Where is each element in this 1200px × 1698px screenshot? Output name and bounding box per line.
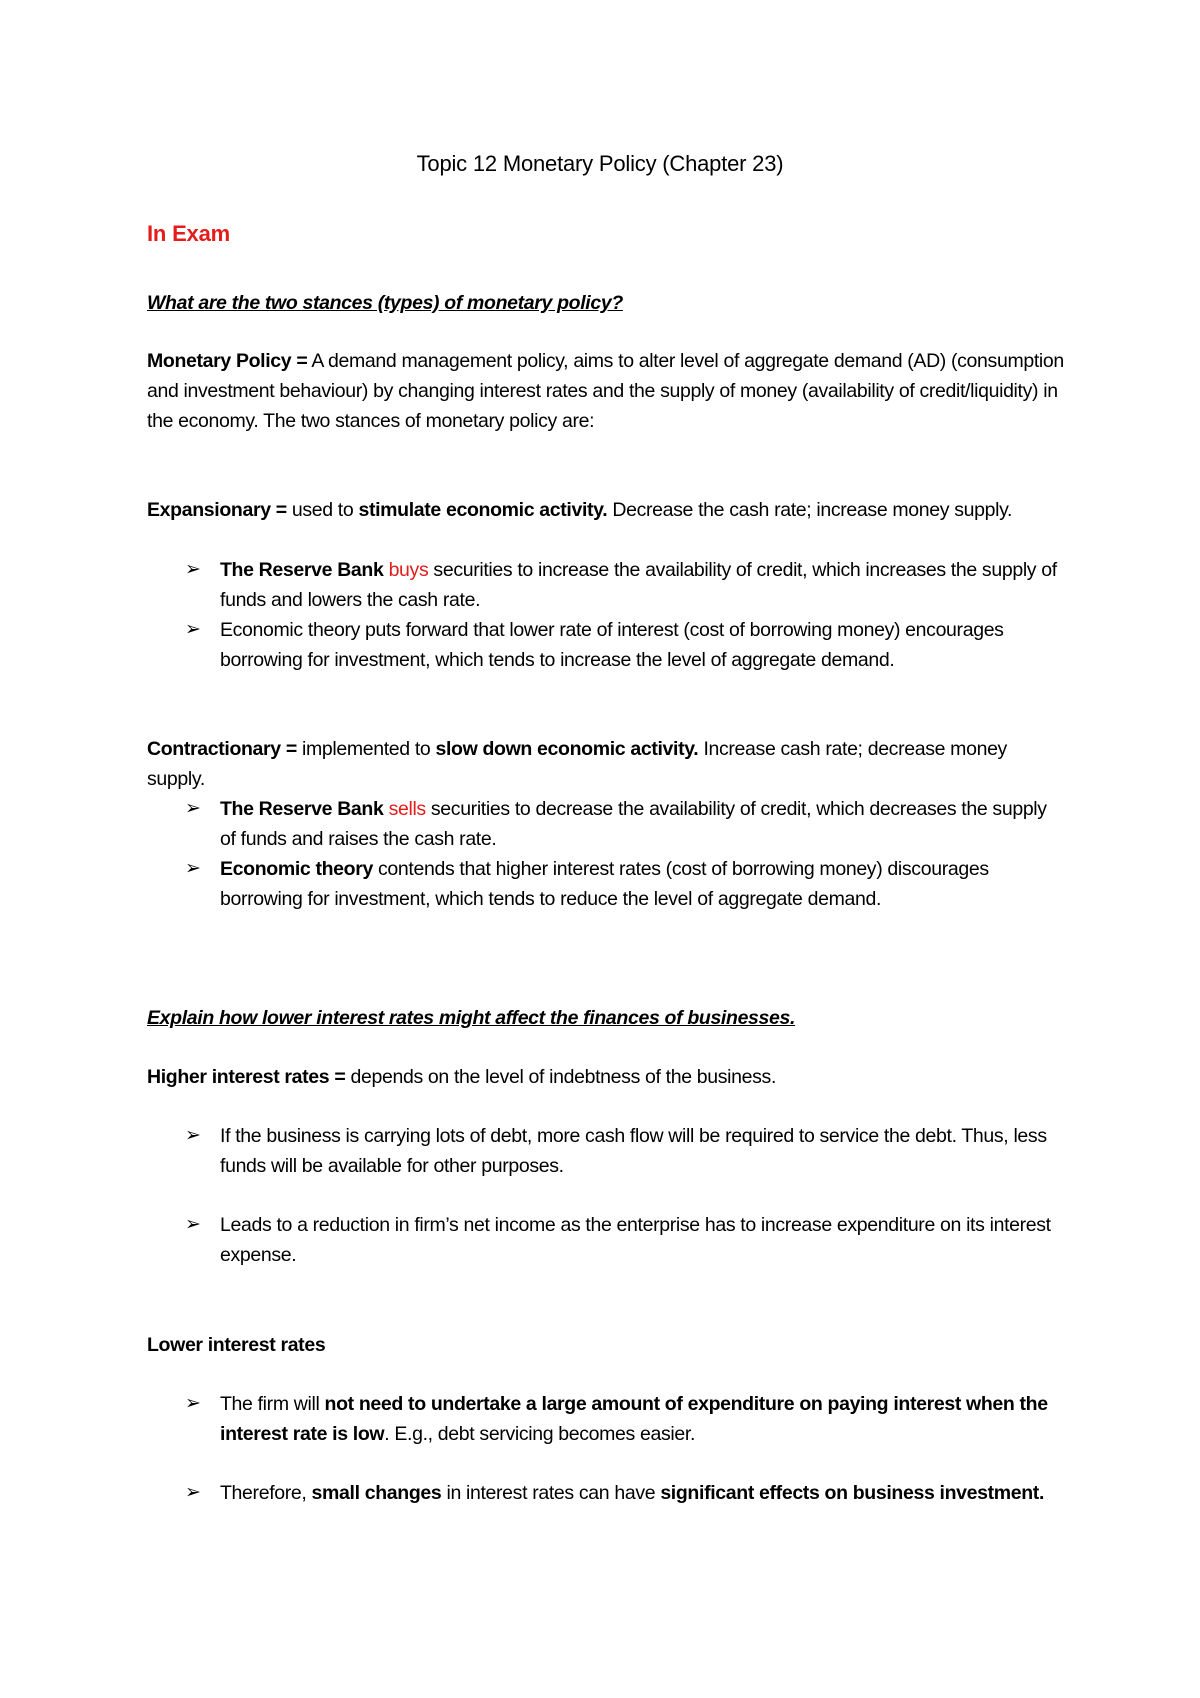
expansionary-paragraph [147, 495, 1067, 525]
contractionary-text-1: implemented to [301, 738, 436, 760]
monetary-policy-label: Monetary Policy = [147, 350, 308, 372]
bullet-text: The firm will [220, 1393, 325, 1415]
higher-interest-label: Higher interest rates = [147, 1066, 346, 1088]
bullet-text: in interest rates can have [441, 1482, 661, 1504]
expansionary-bullet-2 [147, 615, 1067, 675]
bullet-bold: small changes [311, 1482, 442, 1504]
monetary-policy-paragraph [147, 346, 1067, 436]
question-1: What are the two stances (types) of monetary policy? [147, 292, 623, 314]
expansionary-text-2: Decrease the cash rate; increase money supply. [607, 499, 1013, 521]
lower-bullet-2 [147, 1478, 1067, 1508]
arrow-bullet-icon: ➢ [185, 858, 201, 879]
bullet-bold: significant effects on business investment. [660, 1482, 1045, 1504]
contractionary-paragraph [147, 734, 1067, 794]
arrow-bullet-icon: ➢ [185, 619, 201, 640]
contractionary-bullet-1 [147, 794, 1067, 854]
bullet-bold: The Reserve Bank [220, 798, 389, 820]
bullet-red-word: buys [388, 559, 429, 581]
question-2: Explain how lower interest rates might affect the finances of businesses. [147, 1007, 796, 1029]
page-title: Topic 12 Monetary Policy (Chapter 23) [416, 151, 784, 176]
bullet-red-word: sells [388, 798, 426, 820]
bullet-text: securities to decrease the availability of credit, which decreases the supply of funds and raises the cash rate. [220, 798, 1047, 850]
bullet-text: If the business is carrying lots of debt, more cash flow will be required to service the debt. Thus, less funds will be available for other purposes. [220, 1125, 1047, 1177]
bullet-bold: Economic theory [220, 858, 373, 880]
contractionary-text-2: Increase cash rate; decrease money supply. [147, 738, 1007, 790]
expansionary-bold: stimulate economic activity. [358, 499, 608, 521]
bullet-bold: The Reserve Bank [220, 559, 389, 581]
bullet-text: . E.g., debt servicing becomes easier. [384, 1423, 696, 1445]
bullet-text: contends that higher interest rates (cost of borrowing money) discourages borrowing for investment, which tends to reduce the level of aggregate demand. [220, 858, 989, 910]
expansionary-bullet-1 [147, 555, 1067, 615]
bullet-text: Economic theory puts forward that lower rate of interest (cost of borrowing money) encourages borrowing for investment, which tends to increase the level of aggregate demand. [220, 619, 1004, 671]
contractionary-label: Contractionary = [147, 738, 302, 760]
arrow-bullet-icon: ➢ [185, 1482, 201, 1503]
bullet-text: securities to increase the availability of credit, which increases the supply of funds and lowers the cash rate. [220, 559, 1057, 611]
arrow-bullet-icon: ➢ [185, 1125, 201, 1146]
contractionary-bold: slow down economic activity. [435, 738, 699, 760]
bullet-text: Leads to a reduction in firm’s net income as the enterprise has to increase expenditure on its interest expense. [220, 1214, 1051, 1266]
arrow-bullet-icon: ➢ [185, 1393, 201, 1414]
arrow-bullet-icon: ➢ [185, 559, 201, 580]
contractionary-bullet-2 [147, 854, 1067, 914]
bullet-text: Therefore, [220, 1482, 312, 1504]
arrow-bullet-icon: ➢ [185, 1214, 201, 1235]
lower-interest-label: Lower interest rates [147, 1334, 326, 1356]
higher-interest-text: depends on the level of indebtness of the business. [345, 1066, 777, 1088]
lower-bullet-1 [147, 1389, 1067, 1449]
expansionary-label: Expansionary = [147, 499, 292, 521]
bullet-bold: not need to undertake a large amount of expenditure on paying interest when the interest rate is low [220, 1393, 1048, 1445]
monetary-policy-text: A demand management policy, aims to alter level of aggregate demand (AD) (consumption and investment behaviour) by changing interest rates and the supply of money (availability of credit/liquidity) in the economy. The two stances of monetary policy are: [147, 350, 1064, 432]
section-heading: In Exam [147, 221, 230, 246]
higher-bullet-1 [147, 1121, 1067, 1181]
expansionary-text-1: used to [291, 499, 359, 521]
higher-interest-paragraph [147, 1062, 1067, 1092]
arrow-bullet-icon: ➢ [185, 798, 201, 819]
higher-bullet-2 [147, 1210, 1067, 1270]
